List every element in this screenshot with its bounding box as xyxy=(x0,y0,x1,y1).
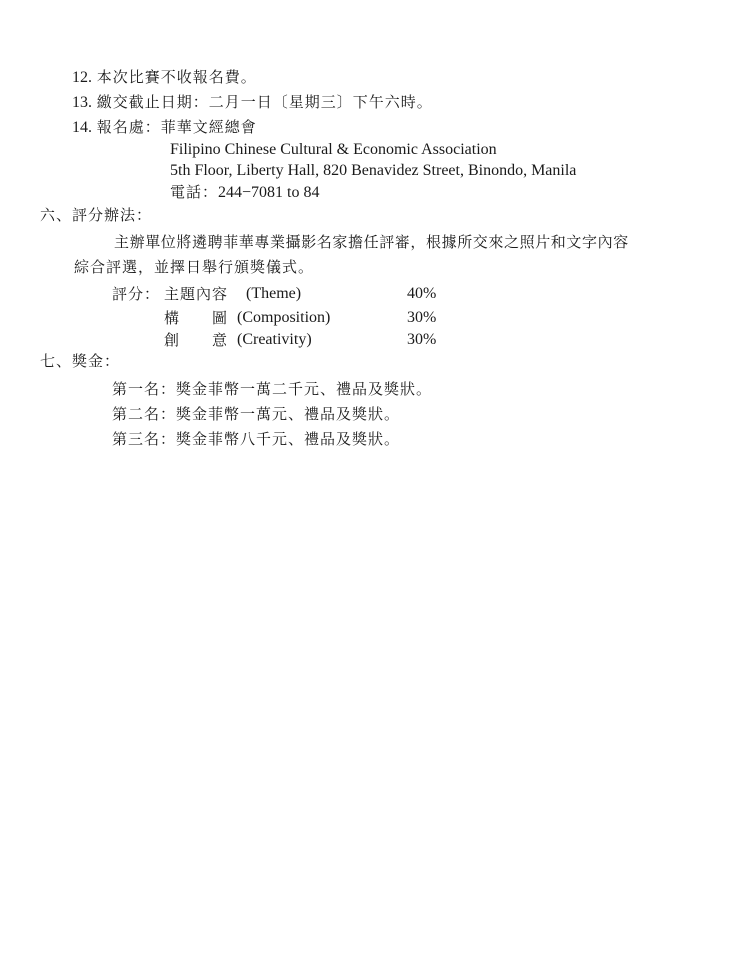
criterion-name: 創 意 xyxy=(164,331,229,349)
scoring-row xyxy=(0,308,742,328)
item-text: 本次比賽不收報名費。 xyxy=(96,68,257,86)
item-number: 13. xyxy=(72,94,92,111)
criterion-percent: 30% xyxy=(407,331,437,348)
item-13 xyxy=(72,92,433,112)
criterion-english: (Composition) xyxy=(237,309,331,326)
criterion-percent: 40% xyxy=(407,285,437,302)
item-number: 14. xyxy=(72,119,92,136)
section-six-paragraph-line1: 主辦單位將遴聘菲華專業攝影名家擔任評審，根據所交來之照片和文字內容 xyxy=(114,233,629,251)
item-text: 繳交截止日期：二月一日〔星期三〕下午六時。 xyxy=(96,93,433,111)
prize-first: 第一名：獎金菲幣一萬二千元、禮品及獎狀。 xyxy=(112,380,433,398)
section-six-paragraph-line2: 綜合評選，並擇日舉行頒獎儀式。 xyxy=(74,258,315,276)
address-phone xyxy=(170,182,319,202)
section-six-heading: 六、評分辦法： xyxy=(40,206,153,224)
scoring-label: 評分： xyxy=(112,285,161,303)
item-number: 12. xyxy=(72,69,92,86)
prize-second: 第二名：獎金菲幣一萬元、禮品及獎狀。 xyxy=(112,405,401,423)
scoring-row xyxy=(0,284,742,304)
criterion-percent: 30% xyxy=(407,309,437,326)
scoring-row xyxy=(0,330,742,350)
criterion-english: (Theme) xyxy=(246,285,302,302)
item-text: 報名處：菲華文經總會 xyxy=(96,118,257,136)
section-seven-heading: 七、獎金： xyxy=(40,352,121,370)
address-org: Filipino Chinese Cultural & Economic Association xyxy=(170,141,497,158)
criterion-name: 構 圖 xyxy=(164,309,229,327)
criterion-name: 主題內容 xyxy=(164,285,229,303)
address-street: 5th Floor, Liberty Hall, 820 Benavidez Street, Binondo, Manila xyxy=(170,162,577,179)
prize-third: 第三名：獎金菲幣八千元、禮品及獎狀。 xyxy=(112,430,401,448)
item-14 xyxy=(72,117,257,137)
item-12 xyxy=(72,67,257,87)
criterion-english: (Creativity) xyxy=(237,331,312,348)
phone-number: 244−7081 to 84 xyxy=(218,184,320,201)
phone-label: 電話： xyxy=(170,183,219,201)
